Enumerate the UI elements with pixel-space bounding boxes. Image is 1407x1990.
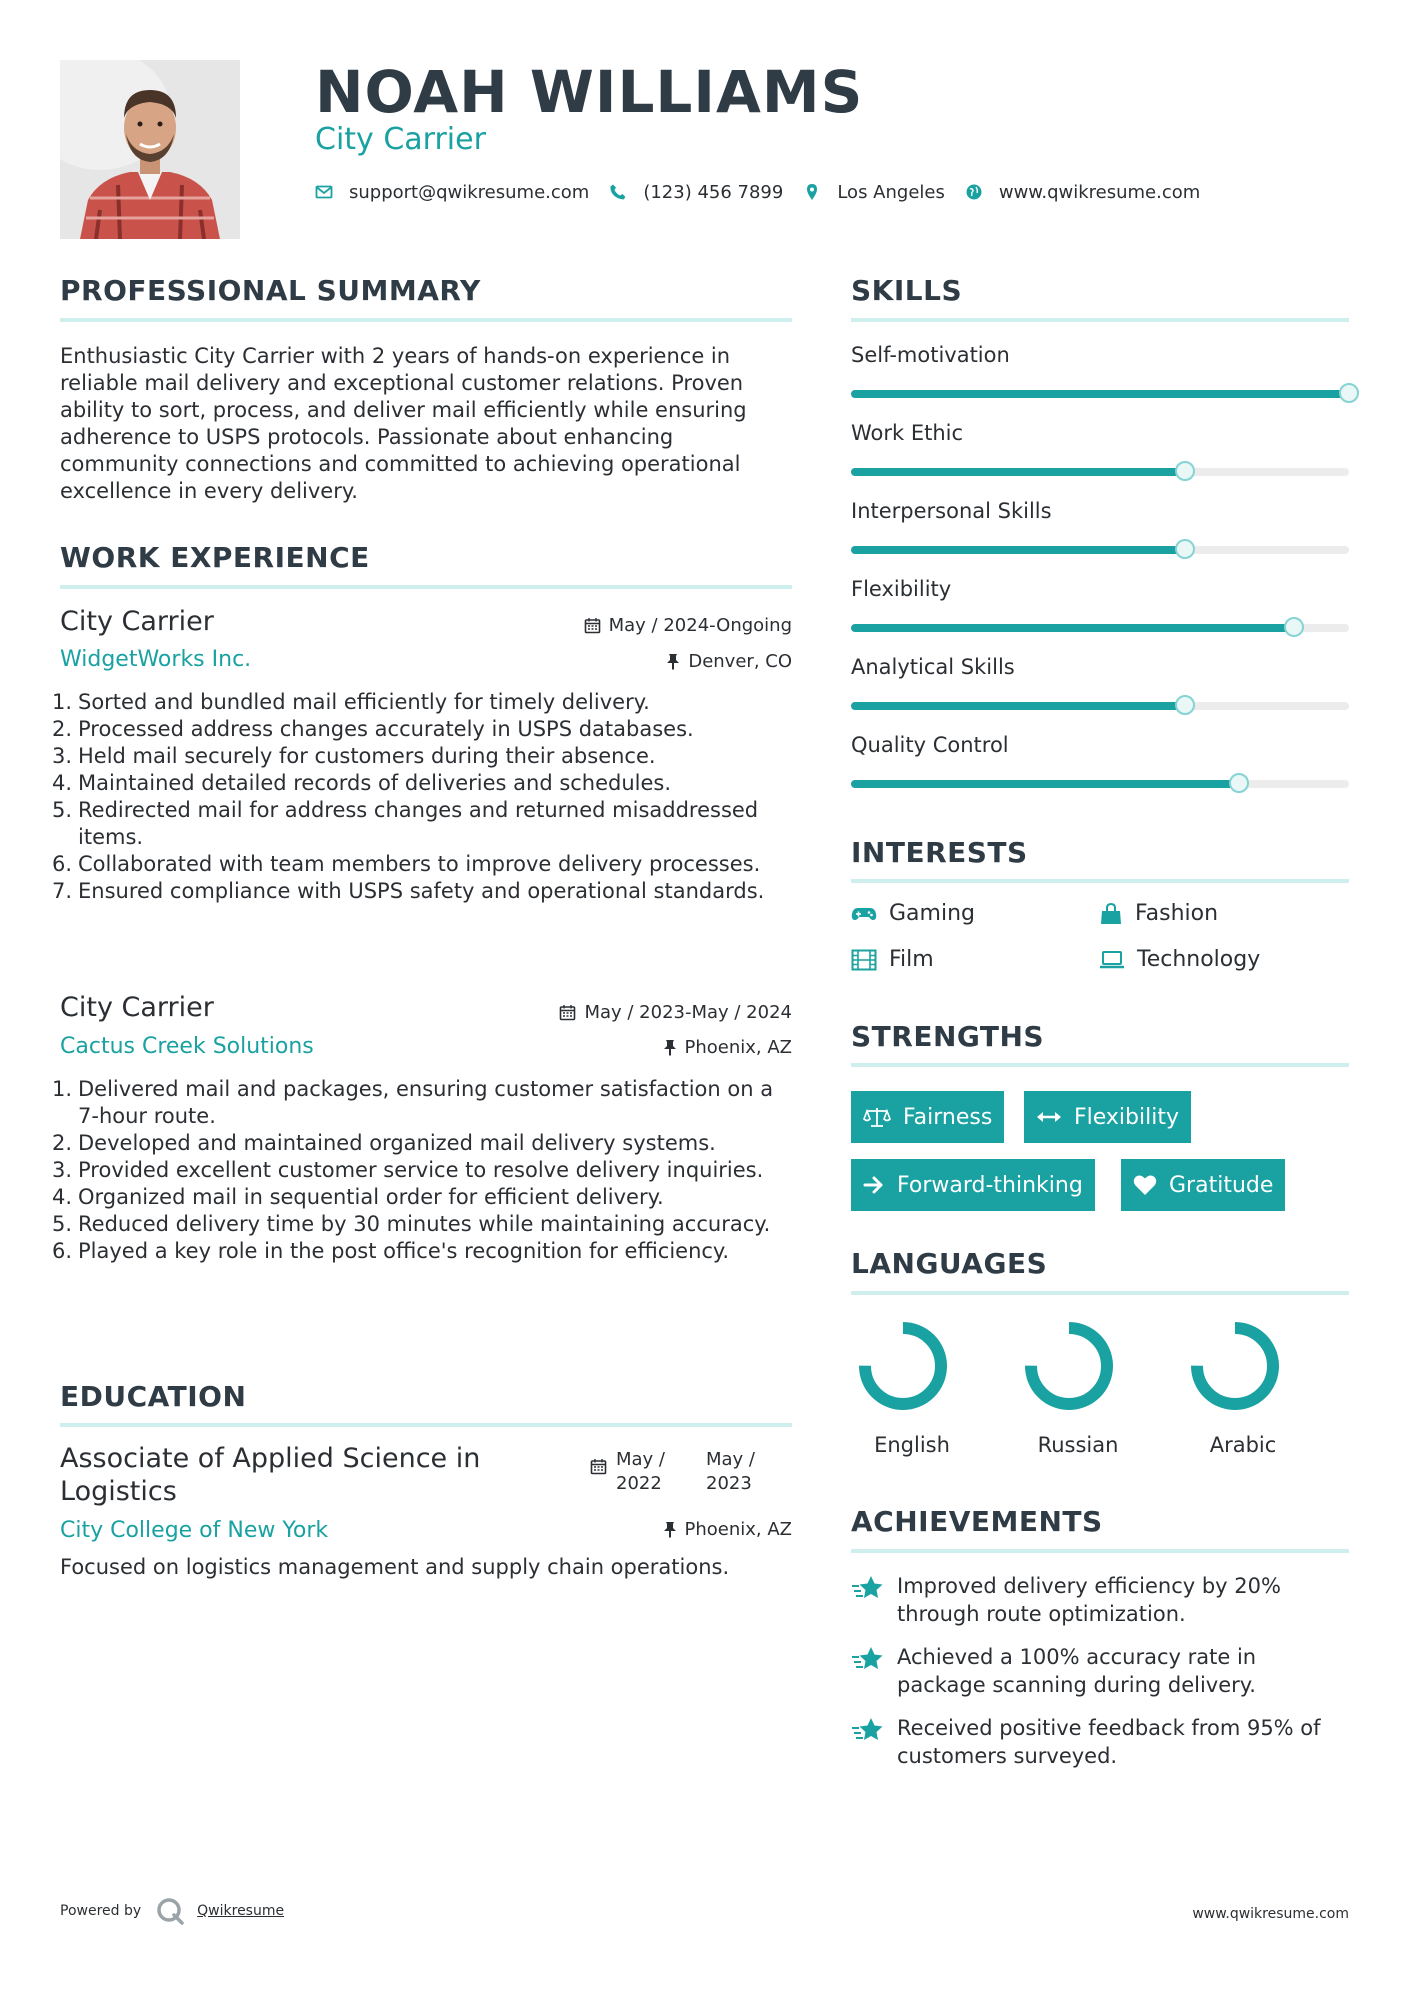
contact-location: Los Angeles [837,181,945,203]
pin-icon [663,1039,677,1056]
education-description: Focused on logistics management and supply chain operations. [60,1555,730,1579]
skills-heading: SKILLS [851,274,963,307]
skill-name: Work Ethic [851,421,964,445]
calendar-icon [559,1004,576,1021]
candidate-title: City Carrier [315,122,486,157]
list-item: 2. Processed address changes accurately in USPS databases. [51,717,694,741]
job-location [600,651,792,672]
strength-label: Flexibility [1074,1104,1179,1130]
bullet-text: Delivered mail and packages, ensuring customer satisfaction on a 7-hour route. [78,1077,774,1128]
footer-powered-by [60,1896,284,1926]
list-item: 3. Provided excellent customer service to resolve delivery inquiries. [51,1158,764,1182]
skills-divider [851,318,1349,322]
job-dates-text: May / 2023-May / 2024 [584,1002,792,1023]
gamepad-icon [851,904,877,924]
film-icon [851,949,877,971]
skill-bar-knob [1284,617,1304,637]
skill-bar-knob [1175,539,1195,559]
arrow-right-icon [863,1175,885,1195]
summary-divider [60,318,792,322]
skill-name: Flexibility [851,577,952,601]
bullet-text: Played a key role in the post office's recognition for efficiency. [78,1239,730,1263]
degree-title: Associate of Applied Science in Logistics [60,1443,481,1507]
strength-tag [851,1091,1004,1143]
end-year: 2023 [706,1473,752,1494]
skill-name: Analytical Skills [851,655,1015,679]
interest-item [851,901,975,926]
education-location [600,1519,792,1540]
job-bullets [50,689,792,905]
footer-website[interactable]: www.qwikresume.com [1192,1906,1349,1922]
skill-bar-fill [851,546,1185,554]
interest-label: Fashion [1135,901,1219,926]
bullet-text: Organized mail in sequential order for efficient delivery. [78,1185,664,1209]
star-icon [851,1716,885,1744]
interests-divider [851,879,1349,883]
job-dates-text: May / 2024-Ongoing [608,615,792,636]
language-progress-ring [855,1318,951,1414]
achievement-text: Achieved a 100% accuracy rate in package scanning during delivery. [897,1645,1257,1697]
skill-bar-knob [1339,383,1359,403]
achievement-item [851,1643,1349,1699]
education-heading: EDUCATION [60,1380,247,1413]
skill-bar [851,624,1349,632]
list-item: 7. Ensured compliance with USPS safety and operational standards. [51,879,765,903]
balance-scale-icon [863,1106,891,1128]
list-item: 5. Redirected mail for address changes and returned misaddressed items. [51,798,759,849]
strength-tag [1024,1091,1191,1143]
pin-icon [663,1521,677,1538]
bullet-text: Processed address changes accurately in USPS databases. [78,717,694,741]
interest-item [1099,947,1260,972]
contact-phone[interactable]: (123) 456 7899 [643,181,784,203]
school-name: City College of New York [60,1518,329,1543]
list-item: 5. Reduced delivery time by 30 minutes while maintaining accuracy. [51,1212,771,1236]
interest-item [1099,901,1218,926]
skill-bar [851,702,1349,710]
bullet-text: Sorted and bundled mail efficiently for timely delivery. [78,690,650,714]
summary-heading: PROFESSIONAL SUMMARY [60,274,481,307]
bullet-text: Ensured compliance with USPS safety and operational standards. [78,879,765,903]
skill-bar-knob [1175,461,1195,481]
list-item: 2. Developed and maintained organized mail delivery systems. [51,1131,716,1155]
achievement-text: Improved delivery efficiency by 20% through route optimization. [897,1574,1281,1626]
list-item: 1. Delivered mail and packages, ensuring customer satisfaction on a 7-hour route. [51,1077,774,1128]
end-month: May / [706,1449,755,1470]
achievement-text: Received positive feedback from 95% of customers surveyed. [897,1716,1321,1768]
profile-photo [60,60,240,239]
skill-bar-fill [851,780,1239,788]
skill-name: Quality Control [851,733,1009,757]
contact-bar [315,180,1220,204]
list-item: 6. Played a key role in the post office's recognition for efficiency. [51,1239,730,1263]
skill-bar-fill [851,624,1294,632]
bullet-text: Collaborated with team members to improve delivery processes. [78,852,761,876]
qwikresume-logo-icon [155,1896,185,1926]
job-dates [520,1002,792,1023]
list-item: 4. Organized mail in sequential order for efficient delivery. [51,1185,664,1209]
skill-bar [851,390,1349,398]
start-month: May / [616,1449,665,1470]
job-location [600,1037,792,1058]
interest-label: Gaming [889,901,975,926]
strengths-divider [851,1063,1349,1067]
skill-bar [851,780,1349,788]
language-name: Russian [1037,1433,1119,1457]
strength-tag [851,1159,1095,1211]
language-name: English [874,1433,950,1457]
skill-bar-fill [851,702,1185,710]
bullet-text: Held mail securely for customers during their absence. [78,744,656,768]
list-item: 1. Sorted and bundled mail efficiently for timely delivery. [51,690,650,714]
job-dates [580,615,792,636]
star-icon [851,1645,885,1673]
achievement-item [851,1714,1349,1770]
list-item: 3. Held mail securely for customers during their absence. [51,744,656,768]
bullet-text: Reduced delivery time by 30 minutes while maintaining accuracy. [78,1212,771,1236]
bullet-text: Provided excellent customer service to resolve delivery inquiries. [78,1158,764,1182]
heart-icon [1133,1174,1157,1196]
job-location-text: Denver, CO [688,651,792,672]
achievements-divider [851,1549,1349,1553]
interest-label: Film [889,947,934,972]
strength-label: Forward-thinking [897,1172,1083,1198]
brand-link[interactable]: Qwikresume [197,1903,285,1919]
strength-label: Gratitude [1169,1172,1274,1198]
phone-icon [609,183,627,201]
job-title: City Carrier [60,992,214,1023]
skill-bar [851,468,1349,476]
skill-name: Self-motivation [851,343,1010,367]
bullet-text: Developed and maintained organized mail delivery systems. [78,1131,716,1155]
calendar-icon [590,1458,607,1475]
email-icon [315,183,333,201]
bullet-text: Redirected mail for address changes and returned misaddressed items. [78,798,759,849]
achievement-item [851,1572,1349,1628]
bullet-text: Maintained detailed records of deliveries and schedules. [78,771,672,795]
job-bullets [50,1076,792,1265]
job-company: Cactus Creek Solutions [60,1034,314,1059]
skill-bar [851,546,1349,554]
strength-label: Fairness [903,1104,993,1130]
candidate-name: NOAH WILLIAMS [315,58,864,126]
strengths-heading: STRENGTHS [851,1020,1045,1053]
skill-bar-fill [851,390,1349,398]
contact-website[interactable]: www.qwikresume.com [998,181,1201,203]
star-icon [851,1574,885,1602]
shopping-bag-icon [1099,903,1123,925]
achievements-heading: ACHIEVEMENTS [851,1505,1103,1538]
map-pin-icon [803,183,821,201]
pin-icon [666,653,680,670]
education-divider [60,1423,792,1427]
strength-tag [1121,1159,1285,1211]
language-name: Arabic [1209,1433,1277,1457]
powered-by-text: Powered by [60,1903,142,1919]
languages-heading: LANGUAGES [851,1247,1048,1280]
skill-bar-fill [851,468,1185,476]
language-progress-ring [1187,1318,1283,1414]
job-company: WidgetWorks Inc. [60,647,252,672]
interests-heading: INTERESTS [851,836,1028,869]
experience-divider [60,585,792,589]
skill-name: Interpersonal Skills [851,499,1052,523]
summary-text: Enthusiastic City Carrier with 2 years of hands-on experience in reliable mail delivery and exceptional customer relations. Proven ability to sort, process, and deliver mail efficiently while ensuring adherence to USPS protocols. Passionate about enhancing community connections and committed to achieving operational excellence in every delivery. [60,344,747,503]
experience-heading: WORK EXPERIENCE [60,541,370,574]
job-title: City Carrier [60,606,214,637]
interest-label: Technology [1137,947,1261,972]
education-location-text: Phoenix, AZ [684,1519,792,1540]
laptop-icon [1099,950,1125,970]
globe-icon [965,183,983,201]
start-year: 2022 [616,1473,662,1494]
skill-bar-knob [1175,695,1195,715]
skill-bar-knob [1229,773,1249,793]
interest-item [851,947,934,972]
arrows-horizontal-icon [1036,1109,1062,1125]
languages-divider [851,1291,1349,1295]
list-item: 4. Maintained detailed records of deliveries and schedules. [51,771,672,795]
job-location-text: Phoenix, AZ [684,1037,792,1058]
calendar-icon [584,617,601,634]
contact-email[interactable]: support@qwikresume.com [349,181,590,203]
list-item: 6. Collaborated with team members to improve delivery processes. [51,852,761,876]
language-progress-ring [1021,1318,1117,1414]
